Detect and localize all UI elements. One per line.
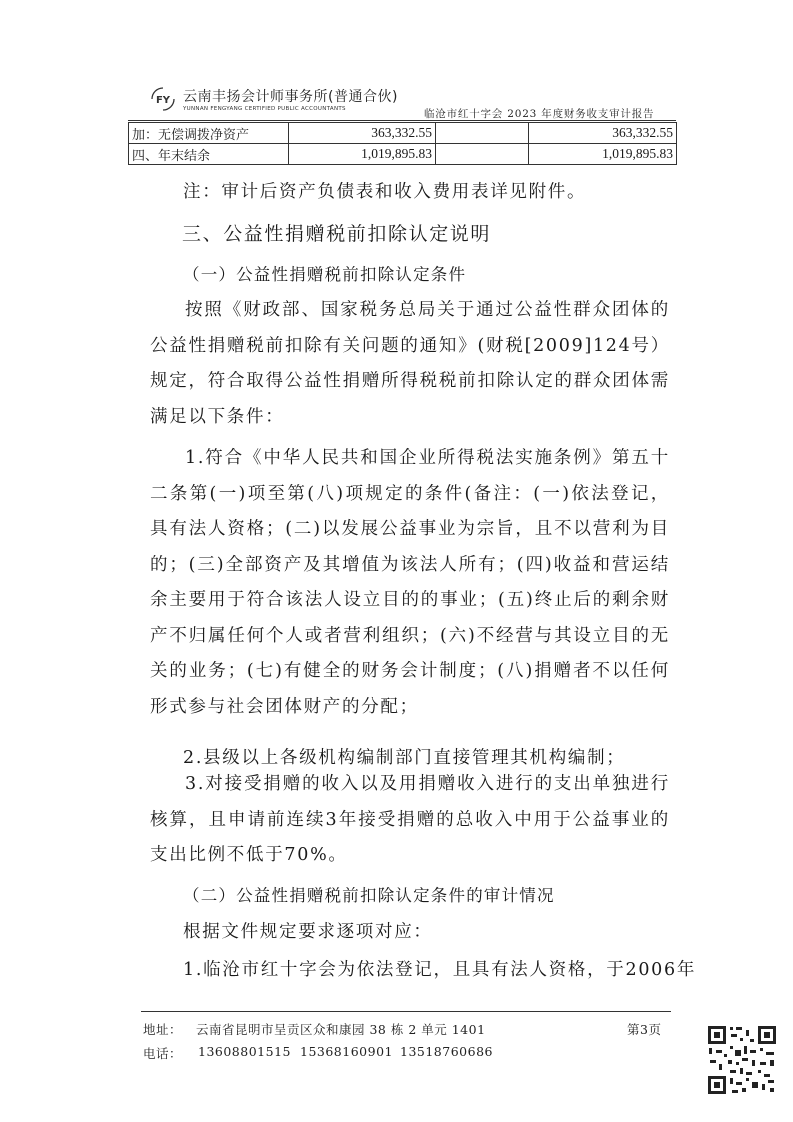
qr-code-icon	[706, 1024, 778, 1096]
intro-paragraph: 按照《财政部、国家税务总局关于通过公益性群众团体的公益性捐赠税前扣除有关问题的通知》(财税[2009]124号）规定，符合取得公益性捐赠所得税税前扣除认定的群众团体需满足以下条件：	[150, 300, 670, 427]
cell-value	[436, 123, 529, 144]
phone-number: 13608801515	[198, 1044, 291, 1059]
header-divider	[128, 120, 676, 121]
subsection-heading: （一）公益性捐赠税前扣除认定条件	[183, 265, 467, 284]
address-label: 地址：	[143, 1022, 183, 1037]
condition-1-paragraph: 1.符合《中华人民共和国企业所得税法实施条例》第五十二条第(一)项至第(八)项规定的条件(备注：(一)依法登记，具有法人资格；(二)以发展公益事业为宗旨，且不以营利为目的；(三)全部资产及其增值为该法人所有；(四)收益和营运结余主要用于符合该法人设立目的的事业；(五)终止后的剩余财产不归属任何个人或者营利组织；(六)不经营与其设立目的无关的业务；(七)有健全的财务会计制度；(八)捐赠者不以任何形式参与社会团体财产的分配；	[150, 448, 670, 717]
cell-value: 363,332.55	[289, 123, 436, 144]
summary-table	[128, 122, 677, 165]
firm-logo-icon	[148, 86, 178, 112]
note-text: 注：审计后资产负债表和收入费用表详见附件。	[183, 182, 587, 202]
firm-name: 云南丰扬会计师事务所(普通合伙)	[183, 89, 398, 105]
table-row	[129, 123, 677, 144]
report-title: 临沧市红十字会 2023 年度财务收支审计报告	[424, 108, 655, 120]
svg-text:FY: FY	[155, 95, 171, 106]
basis-paragraph: 根据文件规定要求逐项对应：	[183, 922, 433, 942]
condition-2-paragraph: 2.县级以上各级机构编制部门直接管理其机构编制；	[183, 748, 626, 768]
cell-value: 363,332.55	[529, 123, 677, 144]
row-label: 四、年末结余	[129, 144, 289, 165]
row-label: 加：无偿调拨净资产	[129, 123, 289, 144]
table-row	[129, 144, 677, 165]
page-number: 第3页	[627, 1022, 662, 1037]
section-heading: 三、公益性捐赠税前扣除认定说明	[182, 223, 492, 245]
footer-divider	[141, 1011, 671, 1012]
cell-value: 1,019,895.83	[529, 144, 677, 165]
phone-label: 电话：	[143, 1046, 183, 1061]
finding-1-paragraph: 1.临沧市红十字会为依法登记，且具有法人资格，于2006年	[183, 960, 697, 980]
subsection-heading: （二）公益性捐赠税前扣除认定条件的审计情况	[183, 886, 555, 905]
cell-value: 1,019,895.83	[289, 144, 436, 165]
firm-name-en: YUNNAN FENGYANG CERTIFIED PUBLIC ACCOUNTANTS	[183, 106, 346, 112]
condition-3-paragraph: 3.对接受捐赠的收入以及用捐赠收入进行的支出单独进行核算，且申请前连续3年接受捐赠的总收入中用于公益事业的支出比例不低于70%。	[150, 774, 670, 865]
address-text: 云南省昆明市呈贡区众和康园 38 栋 2 单元 1401	[196, 1022, 486, 1037]
cell-value	[436, 144, 529, 165]
phone-number: 13518760686	[400, 1044, 493, 1059]
phone-number: 15368160901	[300, 1044, 393, 1059]
